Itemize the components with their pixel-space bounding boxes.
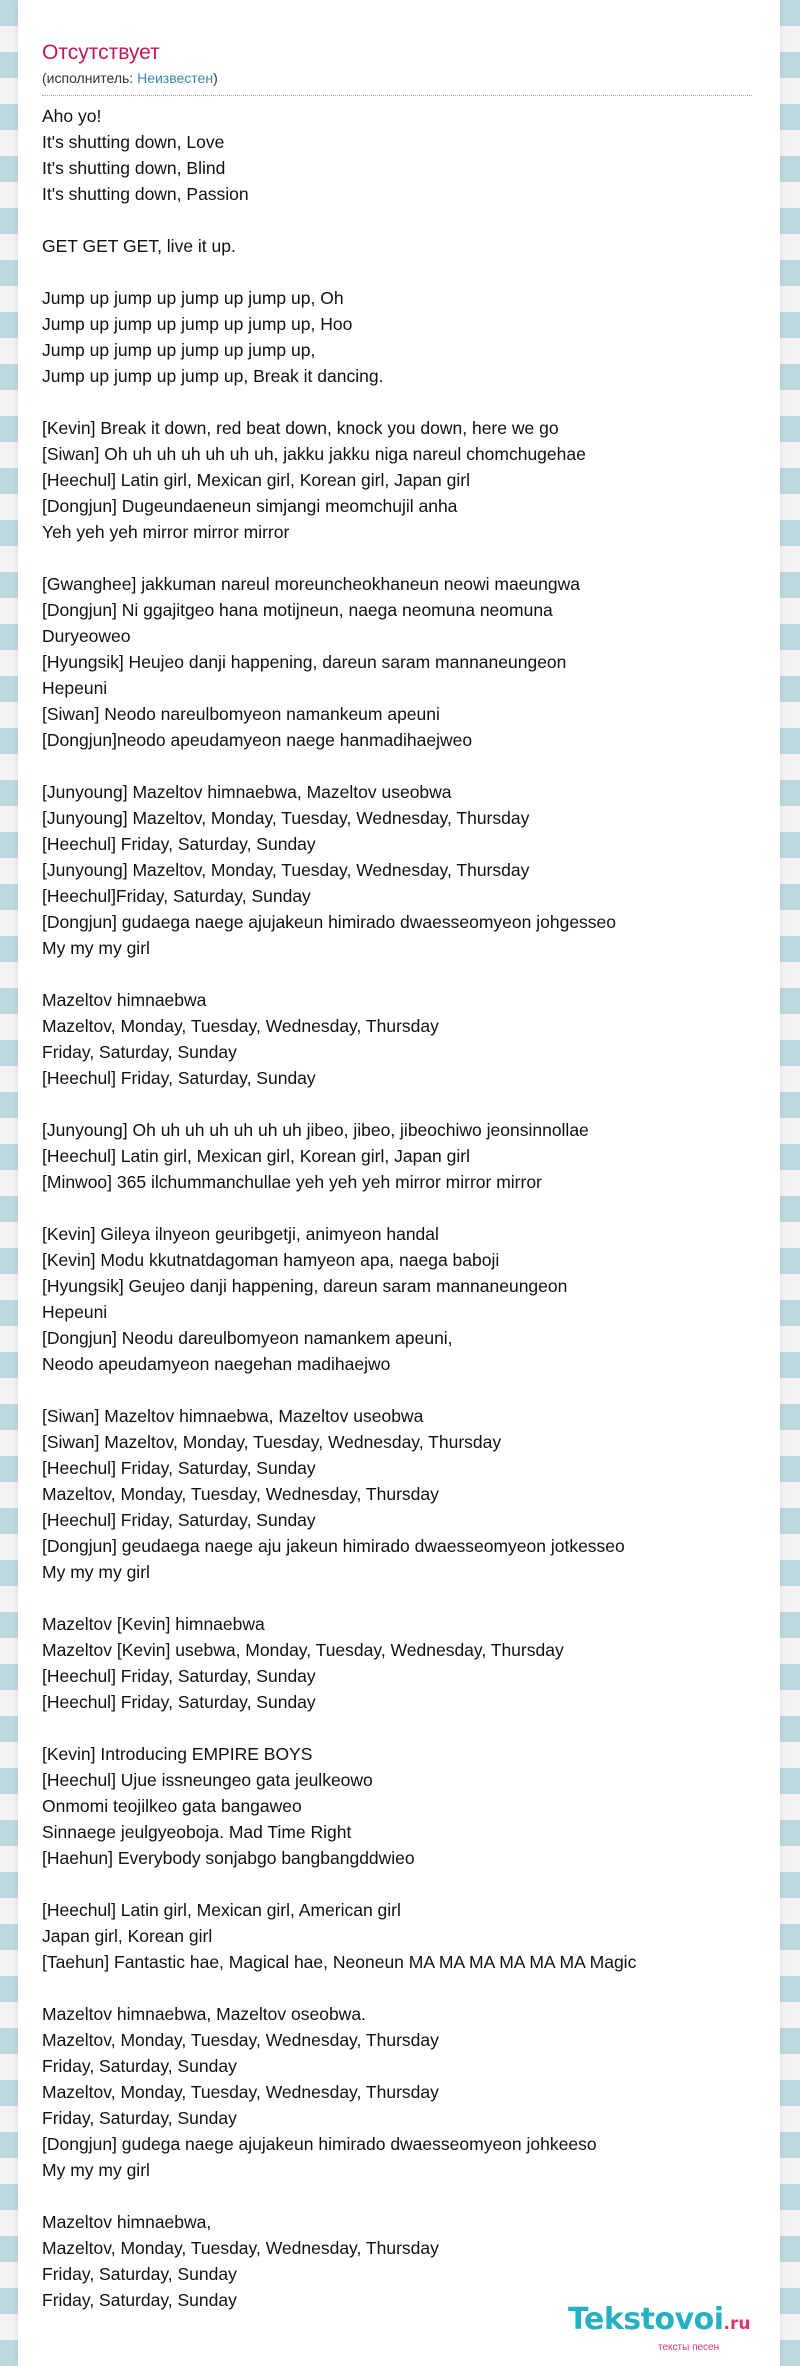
- lyric-line: It's shutting down, Passion: [42, 184, 249, 204]
- header-divider: [42, 95, 752, 96]
- lyric-line: [Gwanghee] jakkuman nareul moreuncheokhaneun neowi maeungwa: [42, 574, 580, 594]
- lyric-stanza: [42, 571, 762, 753]
- lyric-line: My my my girl: [42, 2160, 150, 2180]
- lyric-line: [Heechul] Friday, Saturday, Sunday: [42, 1458, 316, 1478]
- lyric-line: [Kevin] Introducing EMPIRE BOYS: [42, 1744, 313, 1764]
- lyric-line: My my my girl: [42, 938, 150, 958]
- lyric-line: Jump up jump up jump up jump up, Hoo: [42, 314, 353, 334]
- lyric-stanza: [42, 103, 762, 207]
- lyric-line: [Siwan] Mazeltov himnaebwa, Mazeltov useobwa: [42, 1406, 424, 1426]
- lyric-line: Mazeltov, Monday, Tuesday, Wednesday, Thursday: [42, 2238, 439, 2258]
- lyric-line: Jump up jump up jump up jump up, Oh: [42, 288, 344, 308]
- lyric-line: [Siwan] Oh uh uh uh uh uh uh, jakku jakku niga nareul chomchugehae: [42, 444, 586, 464]
- lyric-line: [Heechul] Latin girl, Mexican girl, Korean girl, Japan girl: [42, 470, 470, 490]
- lyric-line: Onmomi teojilkeo gata bangaweo: [42, 1796, 302, 1816]
- lyric-line: Japan girl, Korean girl: [42, 1926, 213, 1946]
- logo-main-text: Tekstovoi: [568, 2302, 724, 2337]
- lyric-line: Jump up jump up jump up, Break it dancing.: [42, 366, 384, 386]
- lyric-line: [Heechul] Latin girl, Mexican girl, American girl: [42, 1900, 401, 1920]
- lyric-stanza: [42, 1897, 762, 1975]
- lyric-line: Aho yo!: [42, 106, 102, 126]
- lyric-line: Mazeltov [Kevin] himnaebwa: [42, 1614, 265, 1634]
- artist-suffix: ): [213, 70, 218, 86]
- lyric-line: [Heechul] Friday, Saturday, Sunday: [42, 1692, 316, 1712]
- lyric-line: Mazeltov, Monday, Tuesday, Wednesday, Thursday: [42, 1016, 439, 1036]
- lyric-stanza: [42, 1403, 762, 1585]
- site-logo[interactable]: [568, 2302, 778, 2352]
- logo-tld-text: .ru: [723, 2314, 751, 2334]
- lyric-line: [Dongjun]neodo apeudamyeon naege hanmadihaejweo: [42, 730, 473, 750]
- lyric-line: [Dongjun] Ni ggajitgeo hana motijneun, naega neomuna neomuna: [42, 600, 553, 620]
- lyric-line: My my my girl: [42, 1562, 150, 1582]
- lyric-line: Duryeoweo: [42, 626, 131, 646]
- lyric-stanza: [42, 1741, 762, 1871]
- lyric-line: [Siwan] Mazeltov, Monday, Tuesday, Wednesday, Thursday: [42, 1432, 502, 1452]
- lyric-line: Jump up jump up jump up jump up,: [42, 340, 316, 360]
- lyrics-page: [18, 0, 780, 2366]
- lyric-stanza: [42, 1117, 762, 1195]
- lyric-line: [Haehun] Everybody sonjabgo bangbangddwieo: [42, 1848, 415, 1868]
- artist-line: [42, 69, 742, 87]
- song-title: Отсутствует: [42, 41, 160, 64]
- lyric-line: [Heechul] Friday, Saturday, Sunday: [42, 1068, 316, 1088]
- lyric-line: [Dongjun] geudaega naege aju jakeun himirado dwaesseomyeon jotkesseo: [42, 1536, 625, 1556]
- lyric-line: Mazeltov, Monday, Tuesday, Wednesday, Thursday: [42, 2082, 439, 2102]
- lyric-line: [Hyungsik] Heujeo danji happening, dareun saram mannaneungeon: [42, 652, 567, 672]
- lyric-line: Friday, Saturday, Sunday: [42, 2264, 237, 2284]
- lyric-line: [Minwoo] 365 ilchummanchullae yeh yeh yeh mirror mirror mirror: [42, 1172, 542, 1192]
- lyric-line: [Dongjun] Neodu dareulbomyeon namankem apeuni,: [42, 1328, 453, 1348]
- lyric-line: [Heechul]Friday, Saturday, Sunday: [42, 886, 311, 906]
- logo-wordmark: [568, 2302, 778, 2342]
- song-header: [42, 40, 742, 87]
- lyric-stanza: [42, 1611, 762, 1715]
- lyric-line: [Dongjun] gudega naege ajujakeun himirado dwaesseomyeon johkeeso: [42, 2134, 597, 2154]
- lyric-line: Hepeuni: [42, 1302, 108, 1322]
- lyric-line: [Junyoung] Oh uh uh uh uh uh uh jibeo, jibeo, jibeochiwo jeonsinnollae: [42, 1120, 589, 1140]
- lyric-line: [Dongjun] gudaega naege ajujakeun himirado dwaesseomyeon johgesseo: [42, 912, 617, 932]
- lyric-stanza: [42, 779, 762, 961]
- lyric-line: [Kevin] Modu kkutnatdagoman hamyeon apa, naega baboji: [42, 1250, 500, 1270]
- lyric-line: Mazeltov himnaebwa,: [42, 2212, 212, 2232]
- lyric-line: It's shutting down, Blind: [42, 158, 226, 178]
- lyric-stanza: [42, 233, 762, 259]
- lyric-line: [Junyoung] Mazeltov, Monday, Tuesday, Wednesday, Thursday: [42, 860, 530, 880]
- logo-tagline: тексты песен: [658, 2342, 720, 2353]
- lyric-line: [Heechul] Ujue issneungeo gata jeulkeowo: [42, 1770, 373, 1790]
- lyric-stanza: [42, 285, 762, 389]
- lyric-stanza: [42, 987, 762, 1091]
- lyric-line: [Kevin] Break it down, red beat down, knock you down, here we go: [42, 418, 559, 438]
- lyric-line: [Heechul] Friday, Saturday, Sunday: [42, 834, 316, 854]
- lyric-line: [Junyoung] Mazeltov, Monday, Tuesday, Wednesday, Thursday: [42, 808, 530, 828]
- lyric-line: It's shutting down, Love: [42, 132, 225, 152]
- lyric-line: [Junyoung] Mazeltov himnaebwa, Mazeltov useobwa: [42, 782, 452, 802]
- lyric-line: [Siwan] Neodo nareulbomyeon namankeum apeuni: [42, 704, 440, 724]
- lyric-line: Friday, Saturday, Sunday: [42, 2108, 237, 2128]
- lyric-line: Mazeltov, Monday, Tuesday, Wednesday, Thursday: [42, 1484, 439, 1504]
- artist-link[interactable]: Неизвестен: [137, 70, 214, 86]
- lyric-stanza: [42, 2001, 762, 2183]
- lyric-line: Neodo apeudamyeon naegehan madihaejwo: [42, 1354, 391, 1374]
- lyric-line: [Hyungsik] Geujeo danji happening, dareun saram mannaneungeon: [42, 1276, 568, 1296]
- lyric-line: Mazeltov himnaebwa: [42, 990, 207, 1010]
- artist-prefix: (исполнитель:: [42, 70, 138, 86]
- lyric-line: GET GET GET, live it up.: [42, 236, 236, 256]
- lyric-line: [Dongjun] Dugeundaeneun simjangi meomchujil anha: [42, 496, 458, 516]
- lyric-line: Mazeltov himnaebwa, Mazeltov oseobwa.: [42, 2004, 366, 2024]
- lyric-line: Friday, Saturday, Sunday: [42, 2056, 237, 2076]
- lyric-line: [Taehun] Fantastic hae, Magical hae, Neoneun MA MA MA MA MA MA Magic: [42, 1952, 637, 1972]
- lyric-line: Mazeltov [Kevin] usebwa, Monday, Tuesday, Wednesday, Thursday: [42, 1640, 564, 1660]
- lyric-line: [Kevin] Gileya ilnyeon geuribgetji, animyeon handal: [42, 1224, 439, 1244]
- lyric-line: Friday, Saturday, Sunday: [42, 1042, 237, 1062]
- lyrics-text: [42, 103, 762, 2339]
- lyric-line: Sinnaege jeulgyeoboja. Mad Time Right: [42, 1822, 352, 1842]
- lyric-line: Hepeuni: [42, 678, 108, 698]
- lyric-line: [Heechul] Friday, Saturday, Sunday: [42, 1666, 316, 1686]
- lyric-stanza: [42, 415, 762, 545]
- lyric-line: Friday, Saturday, Sunday: [42, 2290, 237, 2310]
- lyric-line: Yeh yeh yeh mirror mirror mirror: [42, 522, 290, 542]
- lyric-stanza: [42, 2209, 762, 2313]
- lyric-line: [Heechul] Latin girl, Mexican girl, Korean girl, Japan girl: [42, 1146, 470, 1166]
- lyric-line: Mazeltov, Monday, Tuesday, Wednesday, Thursday: [42, 2030, 439, 2050]
- lyric-line: [Heechul] Friday, Saturday, Sunday: [42, 1510, 316, 1530]
- lyric-stanza: [42, 1221, 762, 1377]
